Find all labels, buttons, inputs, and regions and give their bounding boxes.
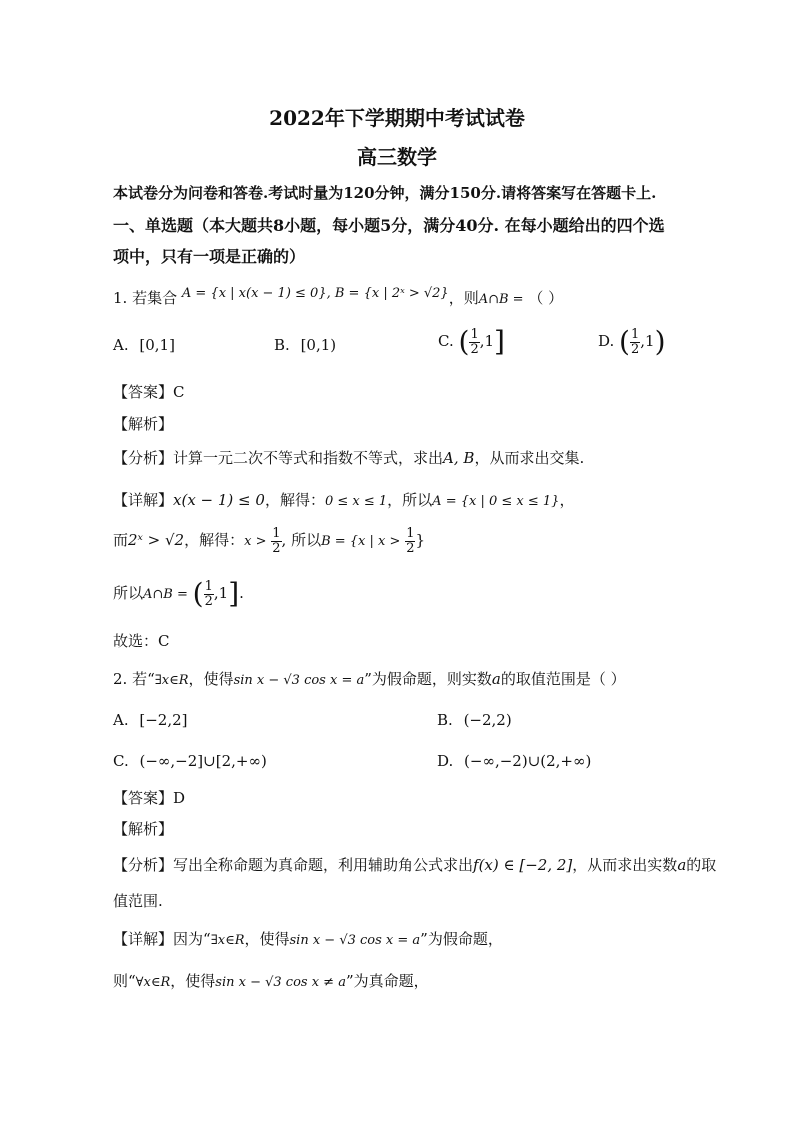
exam-title: 2022年下学期期中考试试卷 — [269, 106, 525, 130]
q2-fenxi-cont: 值范围. — [113, 892, 163, 910]
q1-detail-3: 所以A∩B = ( $\frac{1}{2}$ ,1]. — [113, 577, 244, 611]
q1-analysis-tag: 【解析】 — [113, 415, 174, 433]
q2-option-d: D. (−∞,−2)∪(2,+∞) — [437, 752, 592, 770]
section-heading: 一、单选题（本大题共8小题，每小题5分，满分40分. 在每小题给出的四个选 — [113, 216, 665, 235]
q2-analysis-tag: 【解析】 — [113, 820, 174, 838]
q1-conclusion: 故选：C — [113, 632, 170, 650]
q2-detail-1: 【详解】因为“∃x∈R，使得sin x − √3 cos x = a”为假命题， — [113, 930, 503, 948]
q1-answer: 【答案】C — [113, 383, 185, 401]
exam-instructions: 本试卷分为问卷和答卷.考试时量为120分钟，满分150分.请将答案写在答题卡上. — [113, 184, 657, 202]
q1-intersection: A∩B = — [478, 292, 524, 307]
subject-title: 高三数学 — [357, 145, 437, 169]
q1-option-d: D. ( $\frac{1}{2}$ ,1) — [598, 325, 666, 359]
q1-set-b: , B = {x | 2ˣ > √2} — [326, 286, 449, 301]
q2-stem: 2. 若“∃x∈R，使得sin x − √3 cos x = a”为假命题，则实数a的取值范围是（ ） — [113, 670, 626, 688]
q2-option-a: A. [−2,2] — [113, 711, 188, 729]
q1-detail-1: 【详解】x(x − 1) ≤ 0，解得：0 ≤ x ≤ 1，所以A = {x | 0 ≤ x ≤ 1}， — [113, 491, 575, 509]
q2-detail-2: 则“∀x∈R，使得sin x − √3 cos x ≠ a”为真命题， — [113, 972, 429, 990]
q1-fenxi: 【分析】计算一元二次不等式和指数不等式，求出A, B，从而求出交集. — [113, 449, 585, 467]
q1-option-c: C. ( $\frac{1}{2}$ ,1] — [438, 325, 505, 359]
q1-detail-2: 而2ˣ > √2，解得：x > $\frac{1}{2}$ , 所以B = {x | x > $\frac{1}{2}$ } — [113, 526, 426, 556]
q1-stem: 1. 若集合 A = {x | x(x − 1) ≤ 0}, B = {x | 2ˣ > √2}，则A∩B = （ ） — [113, 286, 564, 307]
q2-fenxi: 【分析】写出全称命题为真命题，利用辅助角公式求出f(x) ∈ [−2, 2]，从而求出实数a的取 — [113, 856, 717, 874]
section-heading-cont: 项中，只有一项是正确的） — [113, 247, 306, 266]
q1-option-b: B. [0,1) — [274, 336, 337, 354]
fraction-half: $\frac{1}{2}$ — [470, 327, 479, 357]
q2-option-c: C. (−∞,−2]∪[2,+∞) — [113, 752, 267, 770]
q1-option-a: A. [0,1] — [113, 336, 175, 354]
q1-set-a: A = {x | x(x − 1) ≤ 0} — [181, 286, 327, 301]
q2-answer: 【答案】D — [113, 789, 186, 807]
q2-option-b: B. (−2,2) — [437, 711, 512, 729]
fraction-half: $\frac{1}{2}$ — [630, 327, 640, 357]
